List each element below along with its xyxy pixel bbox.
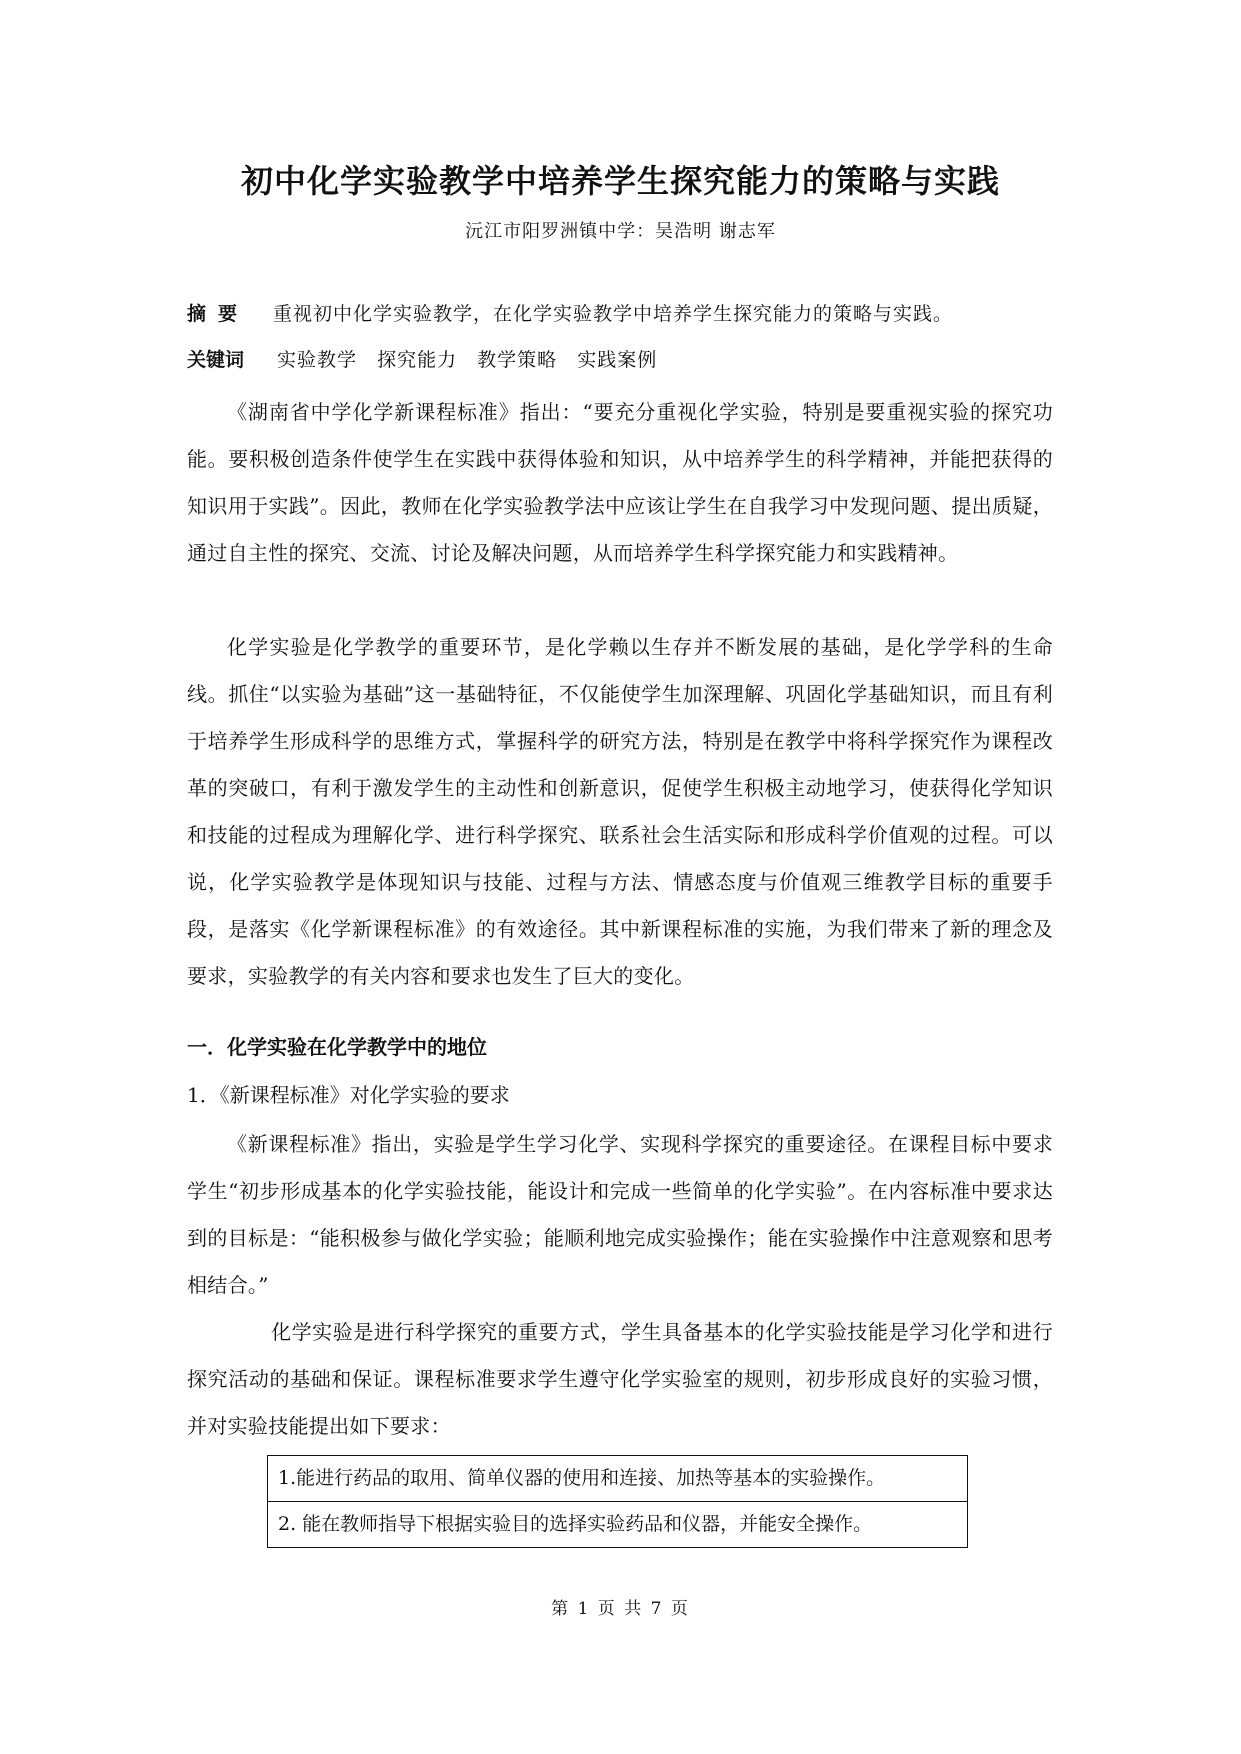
sub-heading: 1．《新课程标准》对化学实验的要求 xyxy=(187,1083,510,1107)
keyword-item: 实践案例 xyxy=(577,349,658,371)
keyword-item: 教学策略 xyxy=(477,349,558,371)
requirement-row: 1.能进行药品的取用、简单仪器的使用和连接、加热等基本的实验操作。 xyxy=(278,1467,886,1489)
keywords-line xyxy=(187,346,671,374)
abstract-line xyxy=(187,300,953,328)
abstract-text: 重视初中化学实验教学，在化学实验教学中培养学生探究能力的策略与实践。 xyxy=(273,303,954,325)
body-paragraph: 《新课程标准》指出，实验是学生学习化学、实现科学探究的重要途径。在课程目标中要求学生“初步形成基本的化学实验技能，能设计和完成一些简单的化学实验”。在内容标准中要求达到的目标是：“能积极参与做化学实验；能顺利地完成实验操作；能在实验操作中注意观察和思考相结合。” xyxy=(187,1132,1053,1297)
document-title: 初中化学实验教学中培养学生探究能力的策略与实践 xyxy=(240,162,1000,200)
page-footer: 第 1 页 共 7 页 xyxy=(551,1599,690,1619)
body-paragraph: 《湖南省中学化学新课程标准》指出：“要充分重视化学实验，特别是要重视实验的探究功能。要积极创造条件使学生在实践中获得体验和知识，从中培养学生的科学精神，并能把获得的知识用于实践”。因此，教师在化学实验教学法中应该让学生在自我学习中发现问题、提出质疑，通过自主性的探究、交流、讨论及解决问题，从而培养学生科学探究能力和实践精神。 xyxy=(187,400,1053,565)
section-heading: 一．化学实验在化学教学中的地位 xyxy=(187,1035,487,1059)
author-line: 沅江市阳罗洲镇中学：吴浩明 谢志军 xyxy=(465,221,776,242)
requirements-table xyxy=(267,1455,968,1548)
body-paragraph: 化学实验是进行科学探究的重要方式，学生具备基本的化学实验技能是学习化学和进行探究活动的基础和保证。课程标准要求学生遵守化学实验室的规则，初步形成良好的实验习惯，并对实验技能提出如下要求： xyxy=(187,1320,1053,1438)
keywords-label: 关键词 xyxy=(187,349,245,371)
keyword-item: 实验教学 xyxy=(277,349,358,371)
keyword-item: 探究能力 xyxy=(377,349,458,371)
requirement-row: 2. 能在教师指导下根据实验目的选择实验药品和仪器，并能安全操作。 xyxy=(268,1501,967,1547)
body-paragraph: 化学实验是化学教学的重要环节，是化学赖以生存并不断发展的基础，是化学学科的生命线。抓住“以实验为基础”这一基础特征，不仅能使学生加深理解、巩固化学基础知识，而且有利于培养学生形成科学的思维方式，掌握科学的研究方法，特别是在教学中将科学探究作为课程改革的突破口，有利于激发学生的主动性和创新意识，促使学生积极主动地学习，使获得化学知识和技能的过程成为理解化学、进行科学探究、联系社会生活实际和形成科学价值观的过程。可以说，化学实验教学是体现知识与技能、过程与方法、情感态度与价值观三维教学目标的重要手段，是落实《化学新课程标准》的有效途径。其中新课程标准的实施，为我们带来了新的理念及要求，实验教学的有关内容和要求也发生了巨大的变化。 xyxy=(187,635,1053,988)
abstract-label: 摘要 xyxy=(187,303,250,325)
